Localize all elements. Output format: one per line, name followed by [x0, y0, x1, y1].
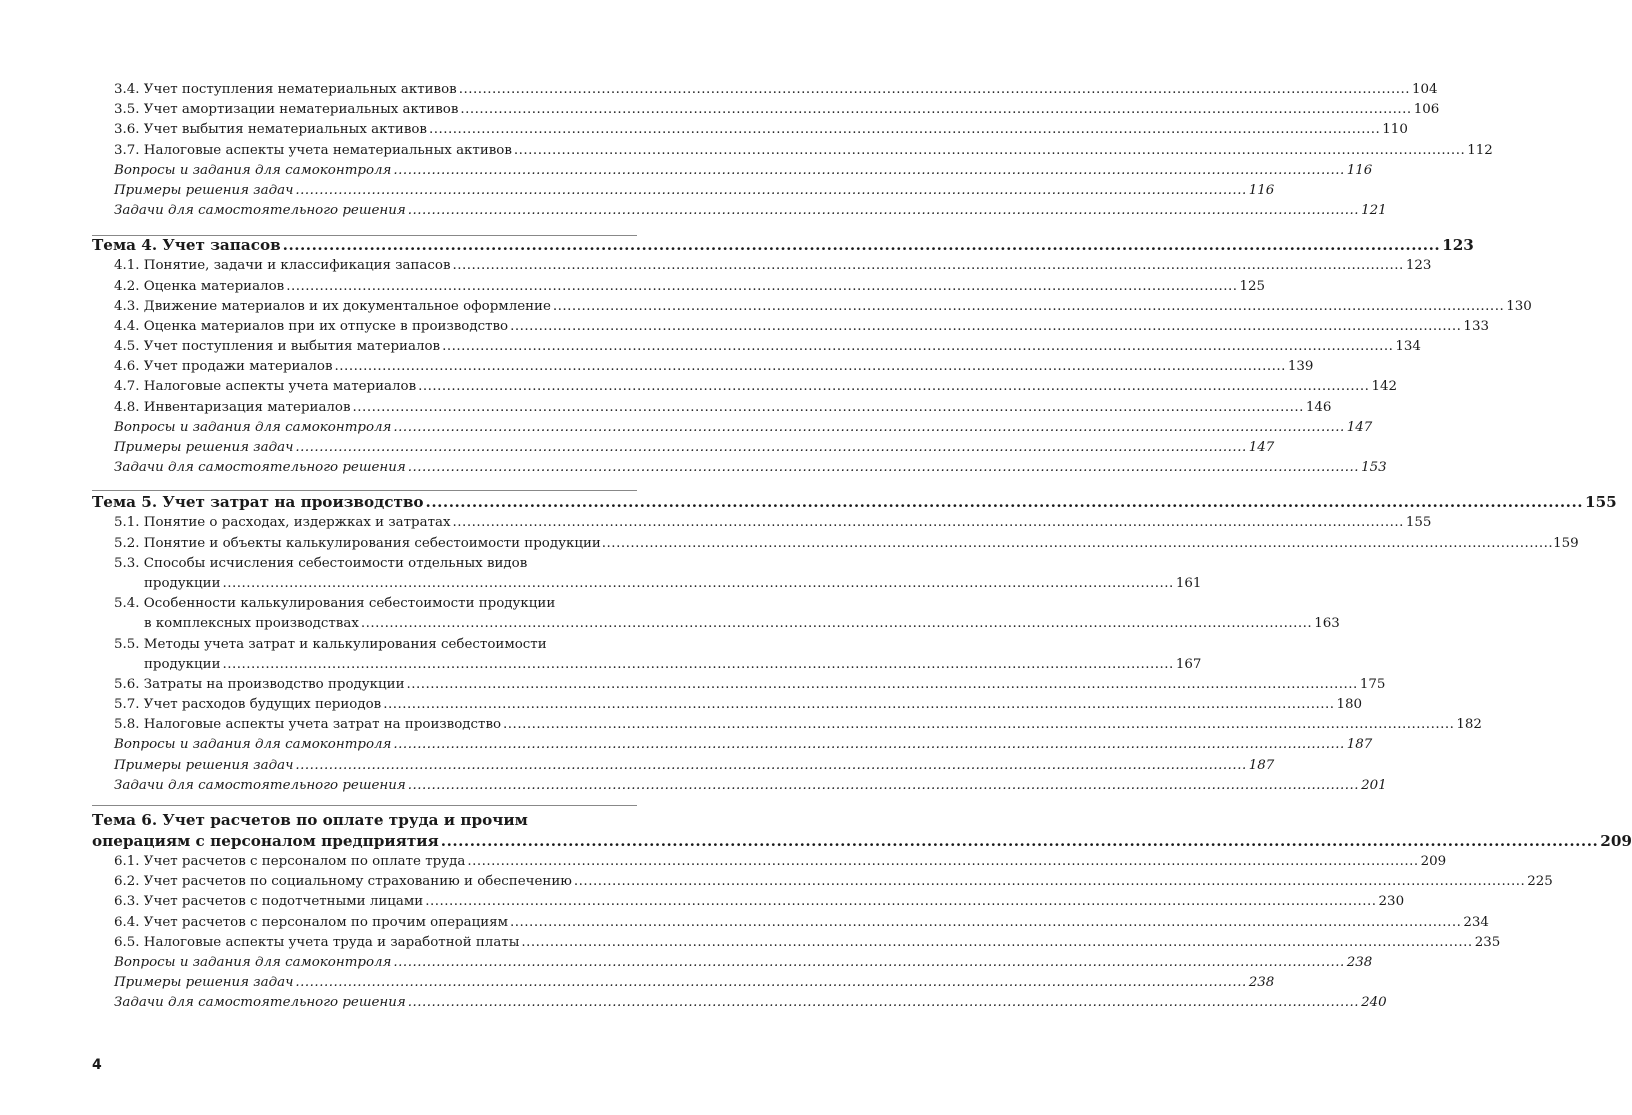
leader-dots [393, 953, 1344, 973]
entry-title: 6.3. Учет расчетов с подотчетными лицами [114, 894, 424, 910]
entry-title: 5.2. Понятие и объекты калькулирования себестоимости продукции [114, 535, 601, 551]
leader-dots [295, 181, 1246, 201]
entry-page: 110 [1382, 122, 1408, 138]
entry-page: 225 [1527, 874, 1553, 890]
entry-page: 146 [1305, 399, 1332, 415]
entry-title: 3.4. Учет поступления нематериальных активов [114, 82, 457, 97]
entry-title: 3.6. Учет выбытия нематериальных активов [114, 122, 427, 138]
entry-title: Задачи для самостоятельного решения [114, 995, 406, 1011]
topic-title: Тема 4. Учет запасов [92, 236, 281, 255]
toc-entry-examples[interactable] [92, 181, 1275, 201]
leader-dots [295, 973, 1246, 993]
leader-dots [510, 913, 1461, 933]
entry-page: 201 [1361, 777, 1387, 793]
entry-page: 123 [1405, 258, 1432, 274]
topic4-section [92, 235, 1532, 478]
entry-page: 106 [1413, 102, 1440, 118]
topic-title: Тема 5. Учет затрат на производство [92, 493, 424, 512]
toc-entry[interactable] [92, 913, 1489, 933]
leader-dots [223, 655, 1174, 675]
entry-title: Примеры решения задач [114, 182, 294, 198]
entry-page: 235 [1474, 934, 1501, 950]
toc-entry[interactable] [92, 277, 1266, 297]
toc-entry[interactable] [92, 256, 1432, 276]
entry-page: 142 [1371, 379, 1398, 395]
toc-entry[interactable] [92, 695, 1363, 715]
leader-dots [503, 715, 1454, 735]
topic-page: 155 [1585, 493, 1617, 512]
topic4-heading[interactable] [92, 235, 1474, 256]
entry-title: 5.6. Затраты на производство продукции [114, 676, 405, 692]
entry-page: 155 [1405, 515, 1432, 531]
toc-entry[interactable] [92, 398, 1332, 418]
section-divider [92, 805, 637, 806]
entry-title-line1: 5.3. Способы исчисления себестоимости отдельных видов [114, 555, 528, 571]
entry-title: 6.2. Учет расчетов по социальному страхованию и обеспечению [114, 874, 572, 890]
toc-entry-examples[interactable] [92, 756, 1275, 776]
entry-continuation [92, 655, 1202, 675]
entry-title: Задачи для самостоятельного решения [114, 777, 406, 793]
entry-title-line1: 5.4. Особенности калькулирования себестоимости продукции [114, 596, 556, 612]
toc-entry[interactable] [92, 120, 1408, 140]
leader-dots [223, 574, 1174, 594]
toc-entry[interactable] [92, 513, 1432, 533]
leader-dots [335, 357, 1286, 377]
leader-dots [441, 831, 1599, 852]
entry-page: 161 [1175, 575, 1202, 591]
leader-dots [286, 277, 1237, 297]
toc-entry-review-questions[interactable] [92, 161, 1373, 181]
toc-entry[interactable] [92, 141, 1493, 161]
leader-dots [295, 438, 1246, 458]
entry-page: 238 [1346, 954, 1373, 970]
entry-title: 4.6. Учет продажи материалов [114, 359, 333, 375]
entry-title-line2: в комплексных производствах [144, 616, 359, 632]
toc-entry-review-questions[interactable] [92, 418, 1373, 438]
entry-title: Вопросы и задания для самоконтроля [114, 162, 392, 178]
leader-dots [602, 534, 1553, 554]
leader-dots [393, 161, 1344, 181]
entry-page: 163 [1314, 616, 1340, 632]
toc-entry[interactable] [92, 377, 1398, 397]
leader-dots [418, 377, 1369, 397]
entry-page: 116 [1346, 162, 1373, 178]
entry-title-line1: 5.5. Методы учета затрат и калькулирования себестоимости [114, 636, 547, 652]
leader-dots [442, 337, 1393, 357]
entry-page: 139 [1287, 359, 1314, 375]
entry-title: 6.5. Налоговые аспекты учета труда и заработной платы [114, 934, 520, 950]
entry-page: 240 [1361, 995, 1387, 1011]
entry-page: 187 [1248, 757, 1275, 773]
toc-entry-multiline[interactable] [92, 594, 1340, 634]
topic6-heading[interactable] [92, 831, 1632, 852]
leader-dots [553, 297, 1504, 317]
leader-dots [393, 735, 1344, 755]
entry-page: 133 [1463, 318, 1489, 334]
section-divider [92, 490, 637, 491]
toc-entry[interactable] [92, 297, 1532, 317]
entry-page: 175 [1359, 676, 1386, 692]
entry-page: 234 [1463, 914, 1489, 930]
toc-entry-exercises[interactable] [92, 201, 1387, 221]
entry-page: 116 [1248, 182, 1275, 198]
entry-title: 4.3. Движение материалов и их документальное оформление [114, 298, 551, 314]
entry-page: 147 [1346, 419, 1373, 435]
leader-dots [361, 614, 1312, 634]
toc-entry[interactable] [92, 534, 1579, 554]
entry-page: 125 [1239, 278, 1266, 294]
leader-dots [408, 201, 1359, 221]
toc-entry[interactable] [92, 852, 1447, 872]
entry-page: 180 [1336, 697, 1363, 713]
entry-title: 4.5. Учет поступления и выбытия материалов [114, 339, 441, 355]
toc-entry[interactable] [92, 80, 1438, 100]
entry-title: 4.4. Оценка материалов при их отпуске в производство [114, 318, 509, 334]
topic6-section [92, 810, 1632, 1014]
leader-dots [467, 852, 1418, 872]
toc-entry-review-questions[interactable] [92, 953, 1373, 973]
leader-dots [408, 458, 1359, 478]
entry-title: 5.7. Учет расходов будущих периодов [114, 697, 382, 713]
leader-dots [353, 398, 1304, 418]
leader-dots [460, 100, 1411, 120]
entry-page: 153 [1361, 460, 1387, 476]
entry-page: 121 [1361, 203, 1387, 219]
toc-entry[interactable] [92, 357, 1314, 377]
topic-page: 123 [1442, 236, 1474, 255]
entry-continuation [92, 614, 1340, 634]
toc-entry-multiline[interactable] [92, 635, 1202, 675]
leader-dots [383, 695, 1334, 715]
entry-title: 6.1. Учет расчетов с персоналом по оплате труда [114, 854, 466, 869]
page-number: 4 [92, 1057, 102, 1073]
entry-page: 147 [1248, 440, 1275, 455]
topic6-heading-line1[interactable]: Тема 6. Учет расчетов по оплате труда и прочим [92, 811, 528, 829]
entry-title: Вопросы и задания для самоконтроля [114, 737, 392, 753]
entry-title: Задачи для самостоятельного решения [114, 460, 406, 476]
leader-dots [426, 492, 1584, 513]
leader-dots [574, 872, 1525, 892]
toc-entry[interactable] [92, 933, 1501, 953]
leader-dots [408, 993, 1359, 1013]
leader-dots [408, 776, 1359, 796]
entry-title: 4.7. Налоговые аспекты учета материалов [114, 379, 417, 395]
entry-page: 209 [1420, 854, 1447, 869]
entry-page: 159 [1553, 535, 1579, 551]
leader-dots [453, 256, 1404, 276]
entry-title: 3.7. Налоговые аспекты учета нематериальных активов [114, 142, 512, 158]
leader-dots [425, 892, 1376, 912]
entry-title: Вопросы и задания для самоконтроля [114, 954, 392, 970]
leader-dots [295, 756, 1246, 776]
toc-entry[interactable] [92, 337, 1421, 357]
leader-dots [283, 235, 1441, 256]
entry-page: 182 [1456, 717, 1482, 733]
entry-title: Вопросы и задания для самоконтроля [114, 419, 392, 435]
topic5-section [92, 492, 1617, 796]
entry-title: 4.2. Оценка материалов [114, 278, 285, 294]
entry-title: 5.8. Налоговые аспекты учета затрат на производство [114, 717, 502, 733]
entry-title: 4.1. Понятие, задачи и классификация запасов [114, 258, 451, 274]
entry-title-line2: продукции [144, 656, 221, 672]
table-of-contents [92, 80, 1632, 1014]
toc-entry[interactable] [92, 100, 1440, 120]
entry-title: Задачи для самостоятельного решения [114, 203, 406, 219]
entry-page: 238 [1248, 975, 1275, 991]
toc-entry-exercises[interactable] [92, 458, 1387, 478]
toc-entry-exercises[interactable] [92, 993, 1387, 1013]
entry-title: 3.5. Учет амортизации нематериальных активов [114, 102, 459, 118]
entry-page: 187 [1346, 737, 1373, 753]
topic-page: 209 [1600, 832, 1632, 850]
toc-entry-exercises[interactable] [92, 776, 1387, 796]
toc-entry-multiline[interactable] [92, 554, 1202, 594]
leader-dots [429, 120, 1380, 140]
leader-dots [514, 141, 1465, 161]
toc-entry[interactable] [92, 872, 1553, 892]
entry-page: 130 [1506, 298, 1532, 314]
entry-page: 134 [1395, 339, 1421, 355]
entry-page: 104 [1412, 82, 1438, 97]
leader-dots [453, 513, 1404, 533]
toc-entry[interactable] [92, 715, 1482, 735]
entry-title: 4.8. Инвентаризация материалов [114, 399, 351, 415]
toc-entry[interactable] [92, 317, 1489, 337]
topic-title-line2: операциям с персоналом предприятия [92, 832, 439, 850]
entry-title: Примеры решения задач [114, 757, 294, 773]
entry-page: 230 [1378, 894, 1405, 910]
entry-continuation [92, 574, 1202, 594]
toc-entry[interactable] [92, 675, 1386, 695]
toc-entry[interactable] [92, 892, 1405, 912]
topic5-heading[interactable] [92, 492, 1617, 513]
entry-title: 6.4. Учет расчетов с персоналом по прочим операциям [114, 914, 509, 930]
toc-entry-examples[interactable] [92, 438, 1275, 458]
leader-dots [459, 80, 1410, 100]
leader-dots [510, 317, 1461, 337]
section-divider [92, 235, 637, 236]
toc-entry-examples[interactable] [92, 973, 1275, 993]
entry-title: Примеры решения задач [114, 975, 294, 991]
entry-page: 167 [1175, 656, 1202, 672]
toc-entry-review-questions[interactable] [92, 735, 1373, 755]
leader-dots [407, 675, 1358, 695]
leader-dots [393, 418, 1344, 438]
entry-title-line2: продукции [144, 575, 221, 591]
topic3-entries [92, 80, 1493, 221]
entry-title: 5.1. Понятие о расходах, издержках и затратах [114, 515, 451, 531]
leader-dots [521, 933, 1472, 953]
entry-page: 112 [1467, 142, 1493, 158]
entry-title: Примеры решения задач [114, 440, 294, 455]
